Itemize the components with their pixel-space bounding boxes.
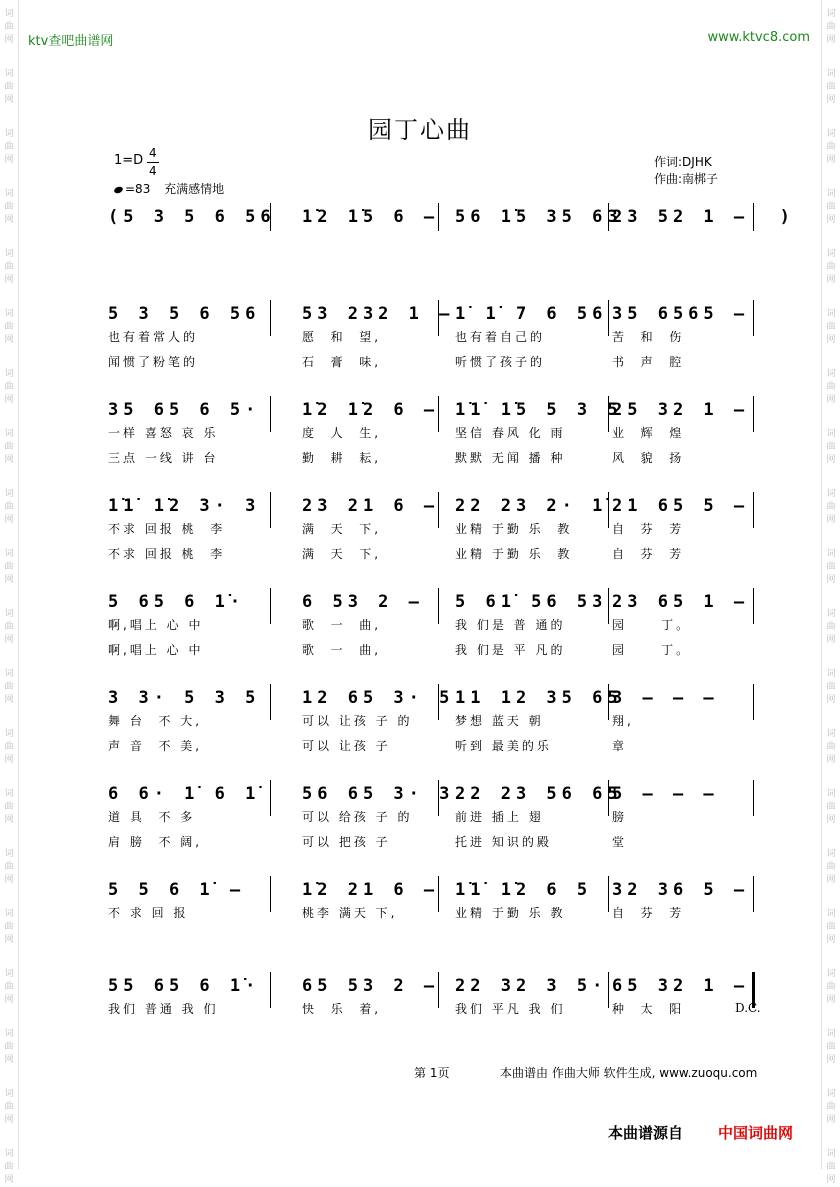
lyric-text: 满 天 下, [302,547,382,561]
generator-note: 本曲谱由 作曲大师 软件生成, www.zuoqu.com [500,1066,758,1080]
measure-notes: 1̇1̇ 1̇2 6 5 [455,880,593,900]
watermark-char: 网 [4,95,14,105]
watermark-char: 网 [4,35,14,45]
watermark-char: 曲 [4,502,14,512]
measure-notes: (5 3 5 6 56 [108,207,276,227]
measure-notes: 32 36 5 – [612,880,750,900]
watermark-char: 词 [4,1029,14,1039]
lyric-text: 也有着自己的 [455,330,546,344]
lyric-text: 可以 把孩 子 [302,835,391,849]
watermark-char: 网 [826,875,836,885]
measure-notes: 35 65 6 5· [108,400,261,420]
watermark-char: 词 [826,69,836,79]
watermark-char: 曲 [4,622,14,632]
watermark-char: 词 [4,669,14,679]
watermark-char: 词 [826,789,836,799]
barline [270,492,271,528]
watermark-char: 词 [4,1089,14,1099]
header-right-url[interactable]: www.ktvc8.com [707,30,810,45]
lyric-text: 我 们是 平 凡的 [455,643,566,657]
watermark-char: 曲 [826,142,836,152]
lyric-text: 听惯了孩子的 [455,355,546,369]
lyricist-credit: 作词:DJHK [654,155,712,169]
watermark-char: 曲 [826,382,836,392]
measure-notes: 11 12 35 65 [455,688,623,708]
watermark-char: 曲 [826,562,836,572]
watermark-char: 网 [826,275,836,285]
watermark-char: 曲 [826,322,836,332]
watermark-char: 曲 [826,982,836,992]
watermark-char: 曲 [4,142,14,152]
score-row [108,784,753,864]
watermark-char: 网 [826,815,836,825]
lyric-text: 舞 台 不 大, [108,714,203,728]
watermark-char: 网 [826,935,836,945]
page-number: 第 1页 [414,1066,450,1080]
watermark-char: 网 [4,755,14,765]
expression-text: 充满感情地 [164,182,225,196]
watermark-char: 曲 [826,262,836,272]
lyric-text: 园 丁。 [612,643,692,657]
lyric-text: 度 人 生, [302,426,382,440]
measure-notes: 1̇2 21 6 – [302,880,440,900]
lyric-text: 风 貌 扬 [612,451,685,465]
watermark-char: 词 [826,729,836,739]
time-denominator: 4 [149,164,157,178]
watermark-char: 网 [4,995,14,1005]
watermark-char: 网 [4,215,14,225]
lyric-text: 苦 和 伤 [612,330,685,344]
measure-notes: 5 – – – [612,784,719,804]
watermark-char: 网 [826,1055,836,1065]
watermark-char: 词 [826,669,836,679]
watermark-char: 词 [826,969,836,979]
dc-mark: D.C. [735,1001,761,1015]
lyric-text: 自 芬 芳 [612,906,685,920]
lyric-text: 三点 一线 讲 台 [108,451,219,465]
key-signature: 1=D [114,153,144,168]
score-row [108,496,753,576]
watermark-char: 网 [4,1055,14,1065]
measure-notes: 12 65 3· 5 [302,688,455,708]
watermark-char: 曲 [4,202,14,212]
watermark-char: 网 [4,455,14,465]
time-signature [147,145,159,180]
lyric-text: 也有着常人的 [108,330,199,344]
lyric-text: 我们 平凡 我 们 [455,1002,566,1016]
lyric-text: 坚信 春风 化 雨 [455,426,566,440]
watermark-char: 曲 [4,322,14,332]
watermark-char: 曲 [4,862,14,872]
measure-notes: 65 32 1 – [612,976,750,996]
watermark-char: 网 [4,335,14,345]
lyric-text: 业精 于勤 乐 教 [455,906,566,920]
watermark-char: 网 [826,455,836,465]
watermark-char: 曲 [826,202,836,212]
watermark-char: 词 [826,1089,836,1099]
watermark-char: 网 [4,515,14,525]
watermark-char: 词 [826,849,836,859]
lyric-text: 勤 耕 耘, [302,451,382,465]
watermark-char: 词 [4,549,14,559]
barline [608,972,609,1008]
lyric-text: 肩 膀 不 阔, [108,835,203,849]
watermark-char: 曲 [4,682,14,692]
watermark-char: 词 [826,1029,836,1039]
watermark-char: 曲 [826,1042,836,1052]
watermark-char: 曲 [826,622,836,632]
measure-notes: 23 65 1 – [612,592,750,612]
barline [270,876,271,912]
watermark-char: 词 [826,189,836,199]
measure-notes: 5 3 5 6 56 [108,304,261,324]
right-watermark-strip [821,0,840,1185]
watermark-char: 曲 [4,1162,14,1172]
watermark-char: 网 [826,515,836,525]
watermark-char: 词 [4,249,14,259]
watermark-char: 网 [826,155,836,165]
song-title: 园丁心曲 [368,116,472,144]
lyric-text: 业精 于勤 乐 教 [455,522,573,536]
barline [753,396,754,432]
composer-credit: 作曲:南梆子 [654,172,719,186]
lyric-text: 书 声 腔 [612,355,685,369]
lyric-text: 快 乐 着, [302,1002,382,1016]
lyric-text: 章 [612,739,628,753]
header-left-site[interactable]: ktv查吧曲谱网 [28,34,114,49]
barline [753,780,754,816]
score-row [108,976,753,1056]
lyric-text: 愿 和 望, [302,330,382,344]
watermark-char: 词 [4,729,14,739]
watermark-char: 词 [826,489,836,499]
watermark-char: 网 [4,635,14,645]
measure-notes: 1̇1̇ 1̇5 5 3 5 [455,400,623,420]
barline [270,300,271,336]
watermark-char: 网 [4,695,14,705]
barline [753,684,754,720]
watermark-char: 词 [4,1149,14,1159]
lyric-text: 听到 最美的乐 [455,739,552,753]
measure-notes: 5 65 6 1̇· [108,592,246,612]
measure-notes: 5 61̇ 56 53 [455,592,608,612]
watermark-char: 曲 [826,742,836,752]
watermark-char: 网 [826,215,836,225]
lyric-text: 我们 普通 我 们 [108,1002,219,1016]
watermark-char: 网 [826,575,836,585]
watermark-char: 网 [826,95,836,105]
watermark-char: 词 [826,1149,836,1159]
watermark-char: 网 [826,1115,836,1125]
watermark-char: 网 [826,395,836,405]
measure-notes: 23 21 6 – [302,496,440,516]
barline [753,300,754,336]
watermark-char: 网 [4,935,14,945]
watermark-char: 曲 [826,682,836,692]
measure-notes: 22 32 3 5· [455,976,608,996]
lyric-text: 声 音 不 美, [108,739,203,753]
watermark-char: 网 [4,815,14,825]
score-row [108,304,753,384]
lyric-text: 前进 插上 翅 [455,810,544,824]
lyric-text: 可以 给孩 子 的 [302,810,413,824]
watermark-char: 词 [826,429,836,439]
barline [270,972,271,1008]
watermark-char: 曲 [4,382,14,392]
watermark-char: 曲 [4,82,14,92]
barline [608,876,609,912]
measure-notes: 56 1̇5 35 63 [455,207,623,227]
measure-notes: 1̇2 1̇2 6 – [302,400,440,420]
watermark-char: 曲 [4,442,14,452]
watermark-char: 曲 [826,1162,836,1172]
lyric-text: 歌 一 曲, [302,618,382,632]
barline [270,396,271,432]
barline [438,588,439,624]
lyric-text: 石 膏 味, [302,355,382,369]
watermark-char: 曲 [4,1042,14,1052]
watermark-char: 曲 [4,262,14,272]
score-row [108,207,795,287]
watermark-char: 词 [4,789,14,799]
lyric-text: 可以 让孩 子 [302,739,391,753]
source-site-link[interactable]: 中国词曲网 [718,1124,794,1142]
lyric-text: 自 芬 芳 [612,522,685,536]
score-row [108,400,753,480]
watermark-char: 词 [4,189,14,199]
watermark-char: 曲 [4,982,14,992]
watermark-char: 词 [4,309,14,319]
measure-notes: 22 23 56 65 [455,784,623,804]
lyric-text: 梦想 蓝天 朝 [455,714,544,728]
measure-notes: 3 – – – [612,688,719,708]
measure-notes: 65 53 2 – [302,976,440,996]
watermark-char: 词 [4,369,14,379]
watermark-char: 曲 [826,922,836,932]
barline [608,588,609,624]
lyric-text: 业精 于勤 乐 教 [455,547,573,561]
watermark-char: 曲 [826,1102,836,1112]
watermark-char: 曲 [4,562,14,572]
barline [270,588,271,624]
watermark-char: 词 [4,849,14,859]
lyric-text: 种 太 阳 [612,1002,685,1016]
watermark-char: 网 [4,875,14,885]
measure-notes: 6 6· 1̇ 6 1̇ [108,784,261,804]
measure-notes: 21 65 5 – [612,496,750,516]
watermark-char: 曲 [4,802,14,812]
lyric-text: 不求 回报 桃 李 [108,522,226,536]
lyric-text: 不 求 回 报 [108,906,189,920]
watermark-char: 词 [826,909,836,919]
lyric-text: 闻惯了粉笔的 [108,355,199,369]
watermark-char: 网 [4,155,14,165]
watermark-char: 词 [4,489,14,499]
lyric-text: 歌 一 曲, [302,643,382,657]
watermark-char: 词 [4,69,14,79]
watermark-char: 词 [826,369,836,379]
watermark-char: 词 [4,969,14,979]
watermark-char: 网 [826,1175,836,1185]
lyric-text: 园 丁。 [612,618,692,632]
watermark-char: 词 [826,249,836,259]
score-row [108,880,753,960]
watermark-char: 网 [4,1175,14,1185]
score-row [108,688,753,768]
quarter-note-icon [113,186,124,195]
lyric-text: 满 天 下, [302,522,382,536]
tempo-marking [114,180,224,197]
watermark-char: 网 [4,575,14,585]
lyric-text: 膀 [612,810,628,824]
barline [753,588,754,624]
watermark-char: 曲 [4,742,14,752]
measure-notes: 5 5 6 1̇ – [108,880,246,900]
source-label: 本曲谱源自 [608,1124,684,1142]
lyric-text: 自 芬 芳 [612,547,685,561]
watermark-char: 词 [826,9,836,19]
watermark-char: 网 [4,275,14,285]
lyric-text: 道 具 不 多 [108,810,196,824]
measure-notes: 55 65 6 1̇· [108,976,261,996]
watermark-char: 曲 [4,1102,14,1112]
watermark-char: 词 [4,909,14,919]
lyric-text: 不求 回报 桃 李 [108,547,226,561]
watermark-char: 词 [826,309,836,319]
watermark-char: 词 [826,129,836,139]
barline [270,780,271,816]
lyric-text: 可以 让孩 子 的 [302,714,413,728]
watermark-char: 曲 [826,862,836,872]
measure-notes: 56 65 3· 3 [302,784,455,804]
watermark-char: 曲 [4,22,14,32]
measure-notes: 1̇1̇ 1̇2 3· 3 [108,496,261,516]
watermark-char: 曲 [826,442,836,452]
watermark-char: 词 [4,129,14,139]
watermark-char: 网 [4,1115,14,1125]
lyric-text: 堂 [612,835,628,849]
watermark-char: 词 [4,429,14,439]
watermark-char: 网 [826,35,836,45]
lyric-text: 我 们是 普 通的 [455,618,566,632]
lyric-text: 啊,唱上 心 中 [108,643,204,657]
watermark-char: 网 [826,635,836,645]
lyric-text: 桃李 满天 下, [302,906,398,920]
watermark-char: 词 [4,9,14,19]
measure-notes: 53 232 1 – [302,304,455,324]
watermark-char: 词 [826,609,836,619]
watermark-char: 网 [826,995,836,1005]
score-row [108,592,753,672]
tempo-value: =83 [125,182,151,196]
lyric-text: 一样 喜怒 哀 乐 [108,426,219,440]
measure-notes: 25 32 1 – [612,400,750,420]
watermark-char: 网 [826,755,836,765]
watermark-char: 网 [4,395,14,405]
left-watermark-strip [0,0,19,1185]
measure-notes: 6 53 2 – [302,592,424,612]
watermark-char: 曲 [826,502,836,512]
watermark-char: 词 [4,609,14,619]
watermark-char: 曲 [826,802,836,812]
barline [608,492,609,528]
lyric-text: 托进 知识的殿 [455,835,552,849]
lyric-text: 啊,唱上 心 中 [108,618,204,632]
measure-notes: 3 3· 5 3 5 [108,688,261,708]
watermark-char: 曲 [826,22,836,32]
watermark-char: 网 [826,695,836,705]
measure-notes: 23 52 1 – ) [612,207,795,227]
barline [753,492,754,528]
barline [608,300,609,336]
barline [753,876,754,912]
measure-notes: 22 23 2· 1̇ [455,496,608,516]
lyric-text: 默默 无闻 播 种 [455,451,566,465]
measure-notes: 35 6565 – [612,304,750,324]
watermark-char: 曲 [4,922,14,932]
barline [270,684,271,720]
lyric-text: 翔, [612,714,634,728]
watermark-char: 曲 [826,82,836,92]
lyric-text: 业 辉 煌 [612,426,685,440]
measure-notes: 1̇ 1̇ 7 6 56 [455,304,608,324]
measure-notes: 1̇2 1̇5 6 – [302,207,440,227]
time-numerator: 4 [147,145,159,163]
watermark-char: 词 [826,549,836,559]
watermark-char: 网 [826,335,836,345]
